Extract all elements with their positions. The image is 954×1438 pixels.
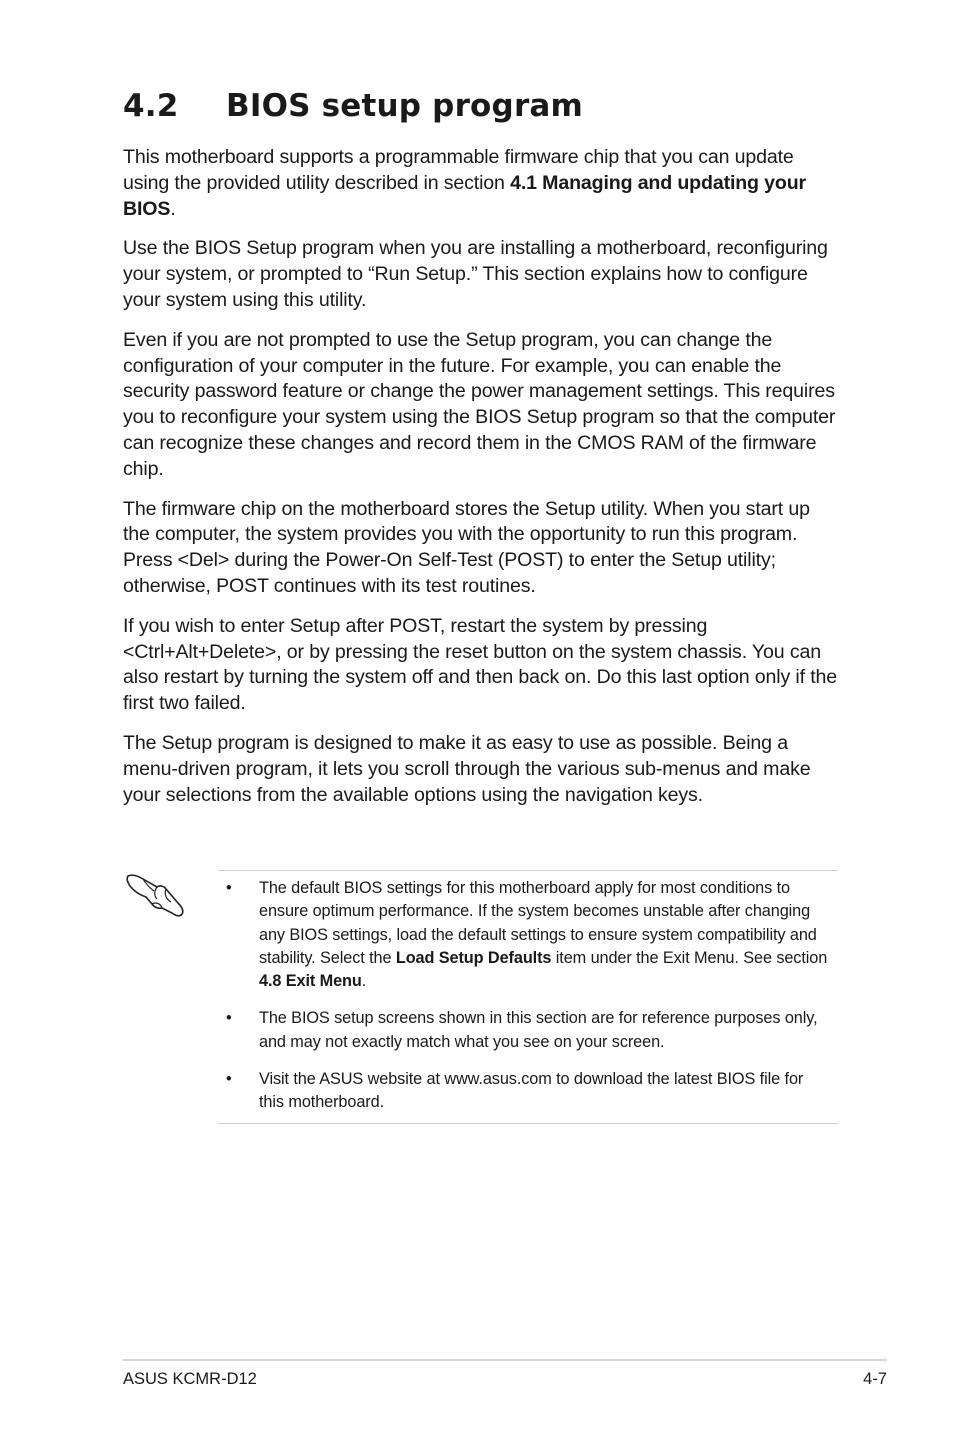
bullet: • (226, 879, 232, 897)
paragraph: The Setup program is designed to make it as easy to use as possible. Being a menu-driven program, it lets you scroll through the various sub-menus and make your selections from the available options using the navigation keys. (123, 731, 811, 806)
section-reference: 4.1 Managing and updating your BIOS (123, 171, 807, 220)
note-box (218, 870, 838, 1124)
body-text (123, 145, 841, 822)
note-emphasis: Load Setup Defaults (395, 948, 552, 967)
note-item (218, 1007, 828, 1054)
note-list (218, 877, 828, 1129)
note-text: Visit the ASUS website at www.asus.com to download the latest BIOS file for this motherboard. (259, 1070, 804, 1112)
note-text: The BIOS setup screens shown in this section are for reference purposes only, and may not exactly match what you see on your screen. (259, 1009, 818, 1051)
note-text: item under the Exit Menu. See section (551, 948, 828, 967)
paragraph: The firmware chip on the motherboard stores the Setup utility. When you start up the computer, the system provides you with the opportunity to run this program. Press <Del> during the Power-On Self-Test (POST) to enter the Setup utility; otherwise, POST continues with its test routines. (123, 497, 810, 597)
paragraph-text: . (170, 197, 176, 220)
footer-page-number: 4-7 (863, 1370, 887, 1388)
paragraph: Even if you are not prompted to use the Setup program, you can change the configuration of your computer in the future. For example, you can enable the security password feature or change the power management settings. This requires you to reconfigure your system using the BIOS Setup program so that the computer can recognize these changes and record them in the CMOS RAM of the firmware chip. (123, 328, 836, 480)
hand-note-icon (126, 872, 186, 918)
note-text: The default BIOS settings for this motherboard apply for most conditions to ensure optimum performance. If the system becomes unstable after changing any BIOS settings, load the default settings to ensure system compatibility and stability. Select the (259, 879, 817, 967)
bullet: • (226, 1009, 232, 1028)
footer-rule (123, 1359, 887, 1361)
note-text: . (361, 972, 367, 991)
section-title: BIOS setup program (226, 88, 584, 124)
paragraph: If you wish to enter Setup after POST, restart the system by pressing <Ctrl+Alt+Delete>, or by pressing the reset button on the system chassis. You can also restart by turning the system off and then back on. Do this last option only if the first two failed. (123, 614, 837, 715)
paragraph: Use the BIOS Setup program when you are installing a motherboard, reconfiguring your system, or prompted to “Run Setup.” This section explains how to configure your system using this utility. (123, 237, 828, 311)
note-item (218, 877, 828, 993)
note-emphasis: 4.8 Exit Menu (259, 972, 362, 991)
bullet: • (226, 1070, 232, 1089)
note-item (218, 1068, 828, 1115)
section-number: 4.2 (123, 88, 179, 124)
footer-product: ASUS KCMR-D12 (123, 1370, 257, 1388)
paragraph (123, 145, 841, 222)
section-heading (123, 88, 583, 124)
paragraph-text: This motherboard supports a programmable firmware chip that you can update using the provided utility described in section (123, 146, 794, 194)
